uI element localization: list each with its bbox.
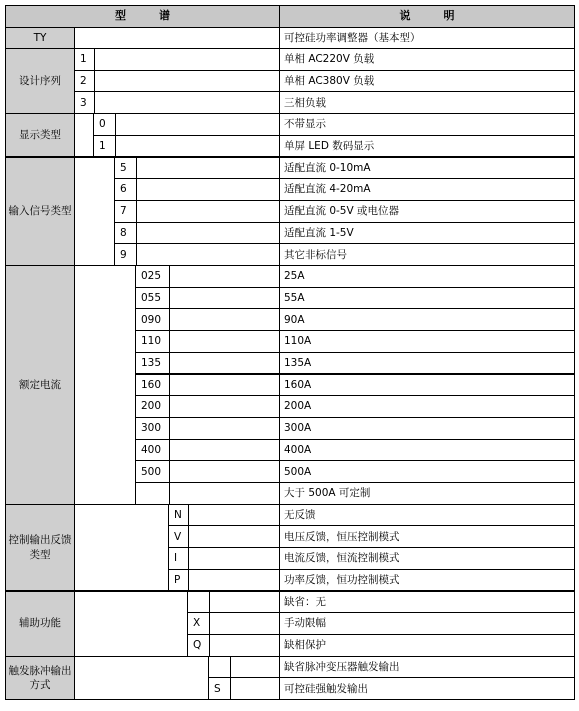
description-cell: 135A [279,352,575,375]
code-cell: X [187,612,210,635]
category-cell: 辅助功能 [5,591,75,657]
row-spacer [230,677,280,700]
description-cell: 其它非标信号 [279,243,575,266]
description-cell: 单相 AC380V 负载 [279,70,575,93]
code-cell: 9 [114,243,137,266]
row-spacer [136,157,280,180]
code-cell: I [168,547,189,570]
row-spacer [209,634,280,657]
category-cell: 额定电流 [5,265,75,505]
description-cell: 三相负载 [279,91,575,114]
row-spacer [94,70,280,93]
category-cell: 输入信号类型 [5,157,75,267]
indent-spacer [74,591,188,657]
description-cell: 不带显示 [279,113,575,136]
row-spacer [169,374,280,397]
category-cell: 触发脉冲输出方式 [5,656,75,700]
description-cell: 缺相保护 [279,634,575,657]
row-spacer [115,113,280,136]
description-cell: 电流反馈，恒流控制模式 [279,547,575,570]
description-cell: 单屏 LED 数码显示 [279,135,575,158]
row-spacer [209,591,280,614]
description-cell: 25A [279,265,575,288]
code-cell: 7 [114,200,137,223]
code-cell: 3 [74,91,95,114]
description-cell: 单相 AC220V 负载 [279,48,575,71]
code-cell: 1 [74,48,95,71]
code-cell [135,482,170,505]
indent-spacer [74,157,115,267]
row-spacer [169,482,280,505]
description-cell: 适配直流 0-5V 或电位器 [279,200,575,223]
row-spacer [169,330,280,353]
row-spacer [188,504,280,527]
type-description: 可控硅功率调整器（基本型） [279,27,575,49]
description-cell: 160A [279,374,575,397]
code-cell: S [208,677,231,700]
row-spacer [209,612,280,635]
code-cell: 300 [135,417,170,440]
row-spacer [94,48,280,71]
indent-spacer [74,265,136,505]
description-cell: 适配直流 1-5V [279,222,575,245]
code-cell: 5 [114,157,137,180]
code-cell: 0 [93,113,116,136]
type-spacer [74,27,280,49]
indent-spacer [74,656,209,700]
row-spacer [169,460,280,483]
description-cell: 可控硅强触发输出 [279,677,575,700]
row-spacer [169,287,280,310]
code-cell: 8 [114,222,137,245]
row-spacer [136,178,280,201]
code-cell: 135 [135,352,170,375]
row-spacer [169,308,280,331]
row-spacer [136,222,280,245]
description-cell: 适配直流 4-20mA [279,178,575,201]
header-model-spec: 型 谱 [5,5,280,28]
description-cell: 300A [279,417,575,440]
row-spacer [169,395,280,418]
code-cell: 500 [135,460,170,483]
description-cell: 90A [279,308,575,331]
category-cell: 设计序列 [5,48,75,114]
code-cell: 1 [93,135,116,158]
code-cell: 6 [114,178,137,201]
description-cell: 手动限幅 [279,612,575,635]
code-cell: 400 [135,439,170,462]
description-cell: 缺省脉冲变压器触发输出 [279,656,575,679]
description-cell: 500A [279,460,575,483]
code-cell: 110 [135,330,170,353]
row-spacer [188,525,280,548]
type-code-cell: TY [5,27,75,49]
row-spacer [136,200,280,223]
description-cell: 200A [279,395,575,418]
code-cell [187,591,210,614]
code-cell: P [168,569,189,592]
code-cell: 160 [135,374,170,397]
code-cell: N [168,504,189,527]
code-cell [208,656,231,679]
code-cell: 090 [135,308,170,331]
row-spacer [169,417,280,440]
description-cell: 电压反馈，恒压控制模式 [279,525,575,548]
description-cell: 55A [279,287,575,310]
row-spacer [169,439,280,462]
indent-spacer [74,113,94,157]
row-spacer [188,547,280,570]
model-spec-table [5,5,575,705]
row-spacer [169,265,280,288]
indent-spacer [74,504,169,592]
code-cell: 025 [135,265,170,288]
description-cell: 110A [279,330,575,353]
row-spacer [230,656,280,679]
code-cell: 200 [135,395,170,418]
description-cell: 无反馈 [279,504,575,527]
row-spacer [188,569,280,592]
header-description: 说 明 [279,5,575,28]
code-cell: V [168,525,189,548]
row-spacer [136,243,280,266]
description-cell: 功率反馈，恒功控制模式 [279,569,575,592]
description-cell: 大于 500A 可定制 [279,482,575,505]
row-spacer [115,135,280,158]
code-cell: Q [187,634,210,657]
description-cell: 400A [279,439,575,462]
code-cell: 2 [74,70,95,93]
row-spacer [94,91,280,114]
code-cell: 055 [135,287,170,310]
description-cell: 适配直流 0-10mA [279,157,575,180]
category-cell: 显示类型 [5,113,75,157]
row-spacer [169,352,280,375]
description-cell: 缺省：无 [279,591,575,614]
category-cell: 控制输出反馈类型 [5,504,75,592]
